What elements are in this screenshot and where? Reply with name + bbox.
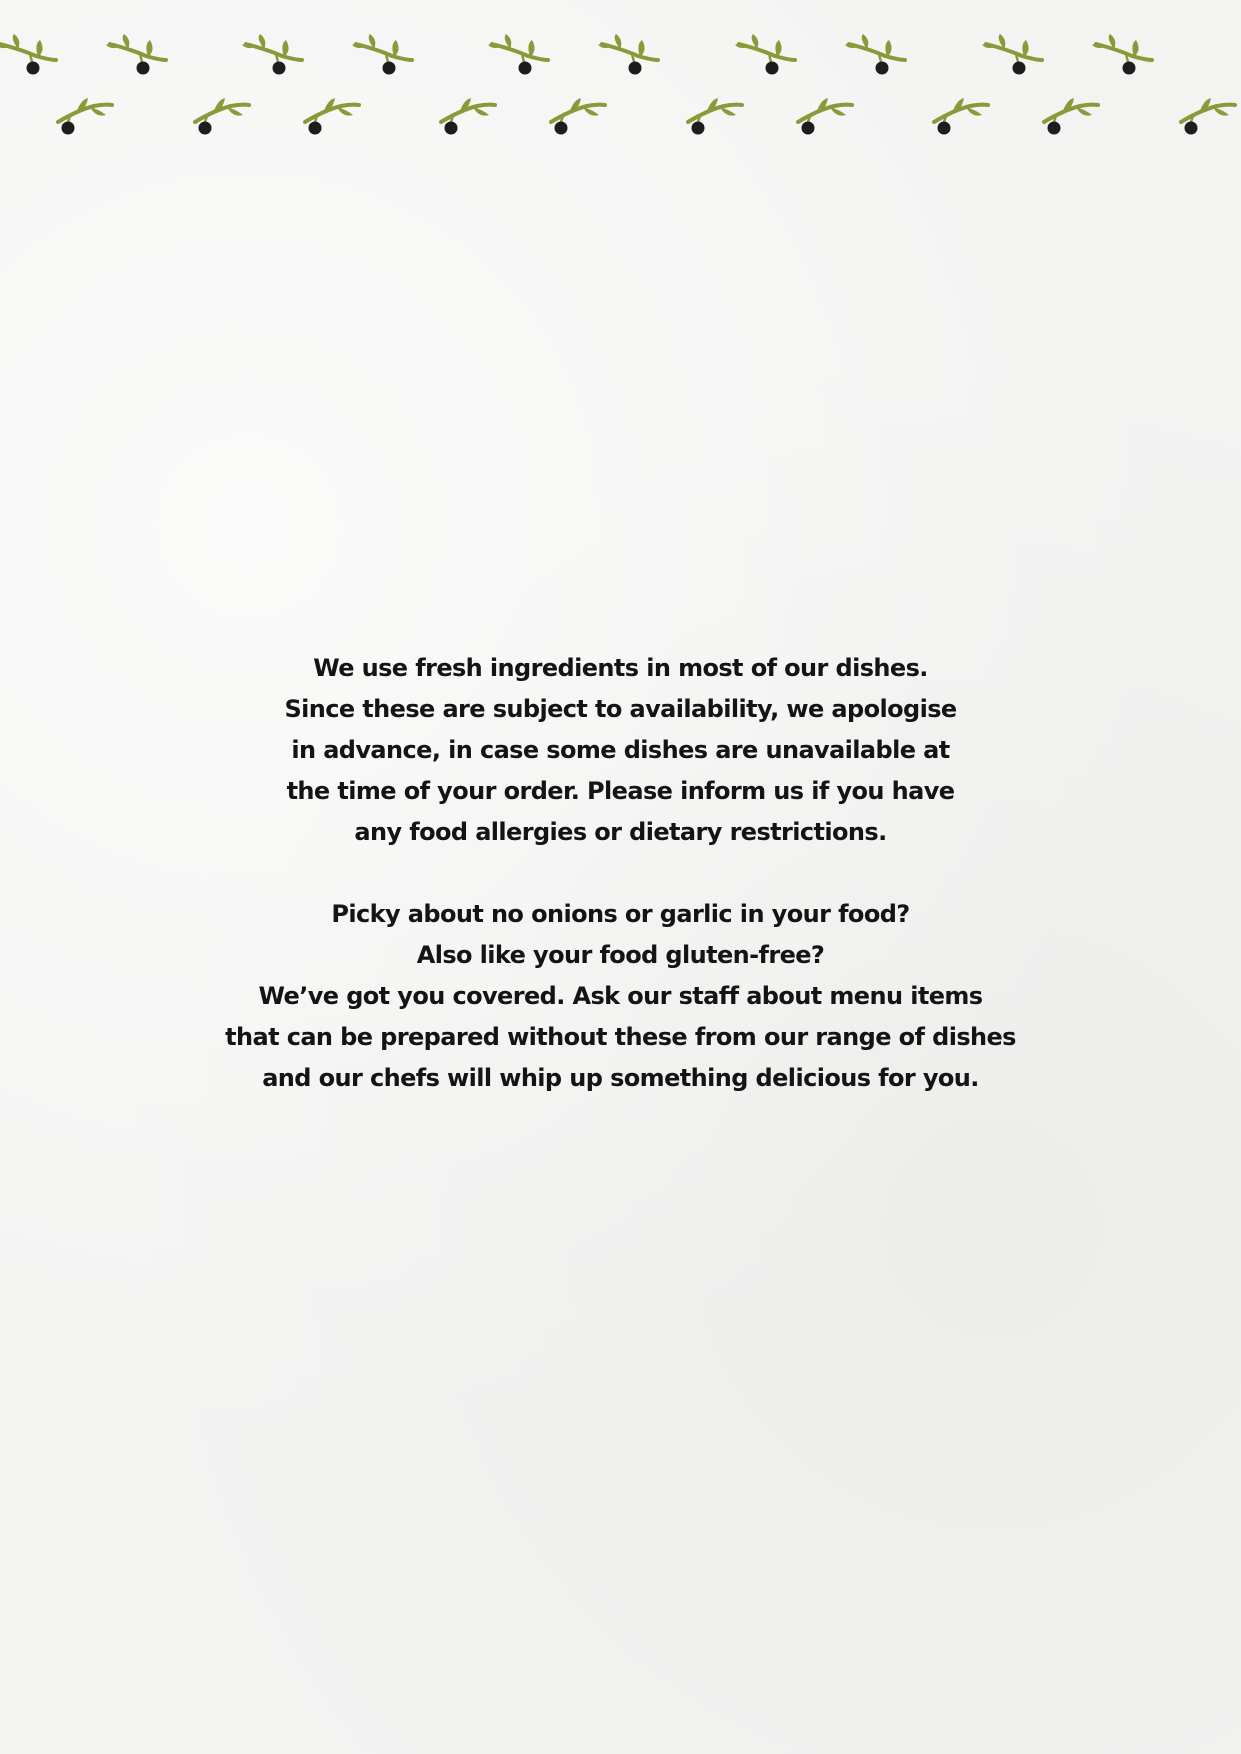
olive-sprig-icon [688,98,742,135]
dietary-options-paragraph [0,894,1241,1099]
availability-paragraph [0,648,1241,853]
notice-line: Picky about no onions or garlic in your food? [331,900,910,928]
olive-border [0,0,1241,150]
notice-line: in advance, in case some dishes are unavailable at [291,736,950,764]
notice-line: Also like your food gluten-free? [416,941,825,969]
olive-sprig-icon [242,34,302,75]
olive-sprig-icon [58,98,112,135]
olive-sprig-icon [0,34,56,75]
notice-line: any food allergies or dietary restrictions. [354,818,887,846]
olive-sprig-icon [441,98,495,135]
notice-line: that can be prepared without these from our range of dishes [225,1023,1016,1051]
paragraph-spacer [0,853,1241,894]
notice-line: the time of your order. Please inform us if you have [286,777,955,805]
olive-sprig-icon [982,34,1042,75]
olive-sprig-icon [195,98,249,135]
olive-sprig-icon [1181,98,1235,135]
olive-sprig-icon [735,34,795,75]
olive-sprig-icon [1044,98,1098,135]
notice-line: Since these are subject to availability, we apologise [284,695,957,723]
notice-line: and our chefs will whip up something delicious for you. [262,1064,979,1092]
olive-sprig-icon [488,34,548,75]
notice-line: We use fresh ingredients in most of our dishes. [313,654,928,682]
olive-border-art [0,0,1241,150]
allergy-notice [0,648,1241,1099]
olive-sprig-icon [934,98,988,135]
olive-sprig-icon [798,98,852,135]
olive-sprig-icon [352,34,412,75]
olive-sprig-icon [305,98,359,135]
olive-sprig-icon [551,98,605,135]
olive-sprig-icon [598,34,658,75]
olive-sprig-icon [106,34,166,75]
olive-sprig-icon [845,34,905,75]
notice-line: We’ve got you covered. Ask our staff about menu items [258,982,983,1010]
olive-sprig-icon [1092,34,1152,75]
